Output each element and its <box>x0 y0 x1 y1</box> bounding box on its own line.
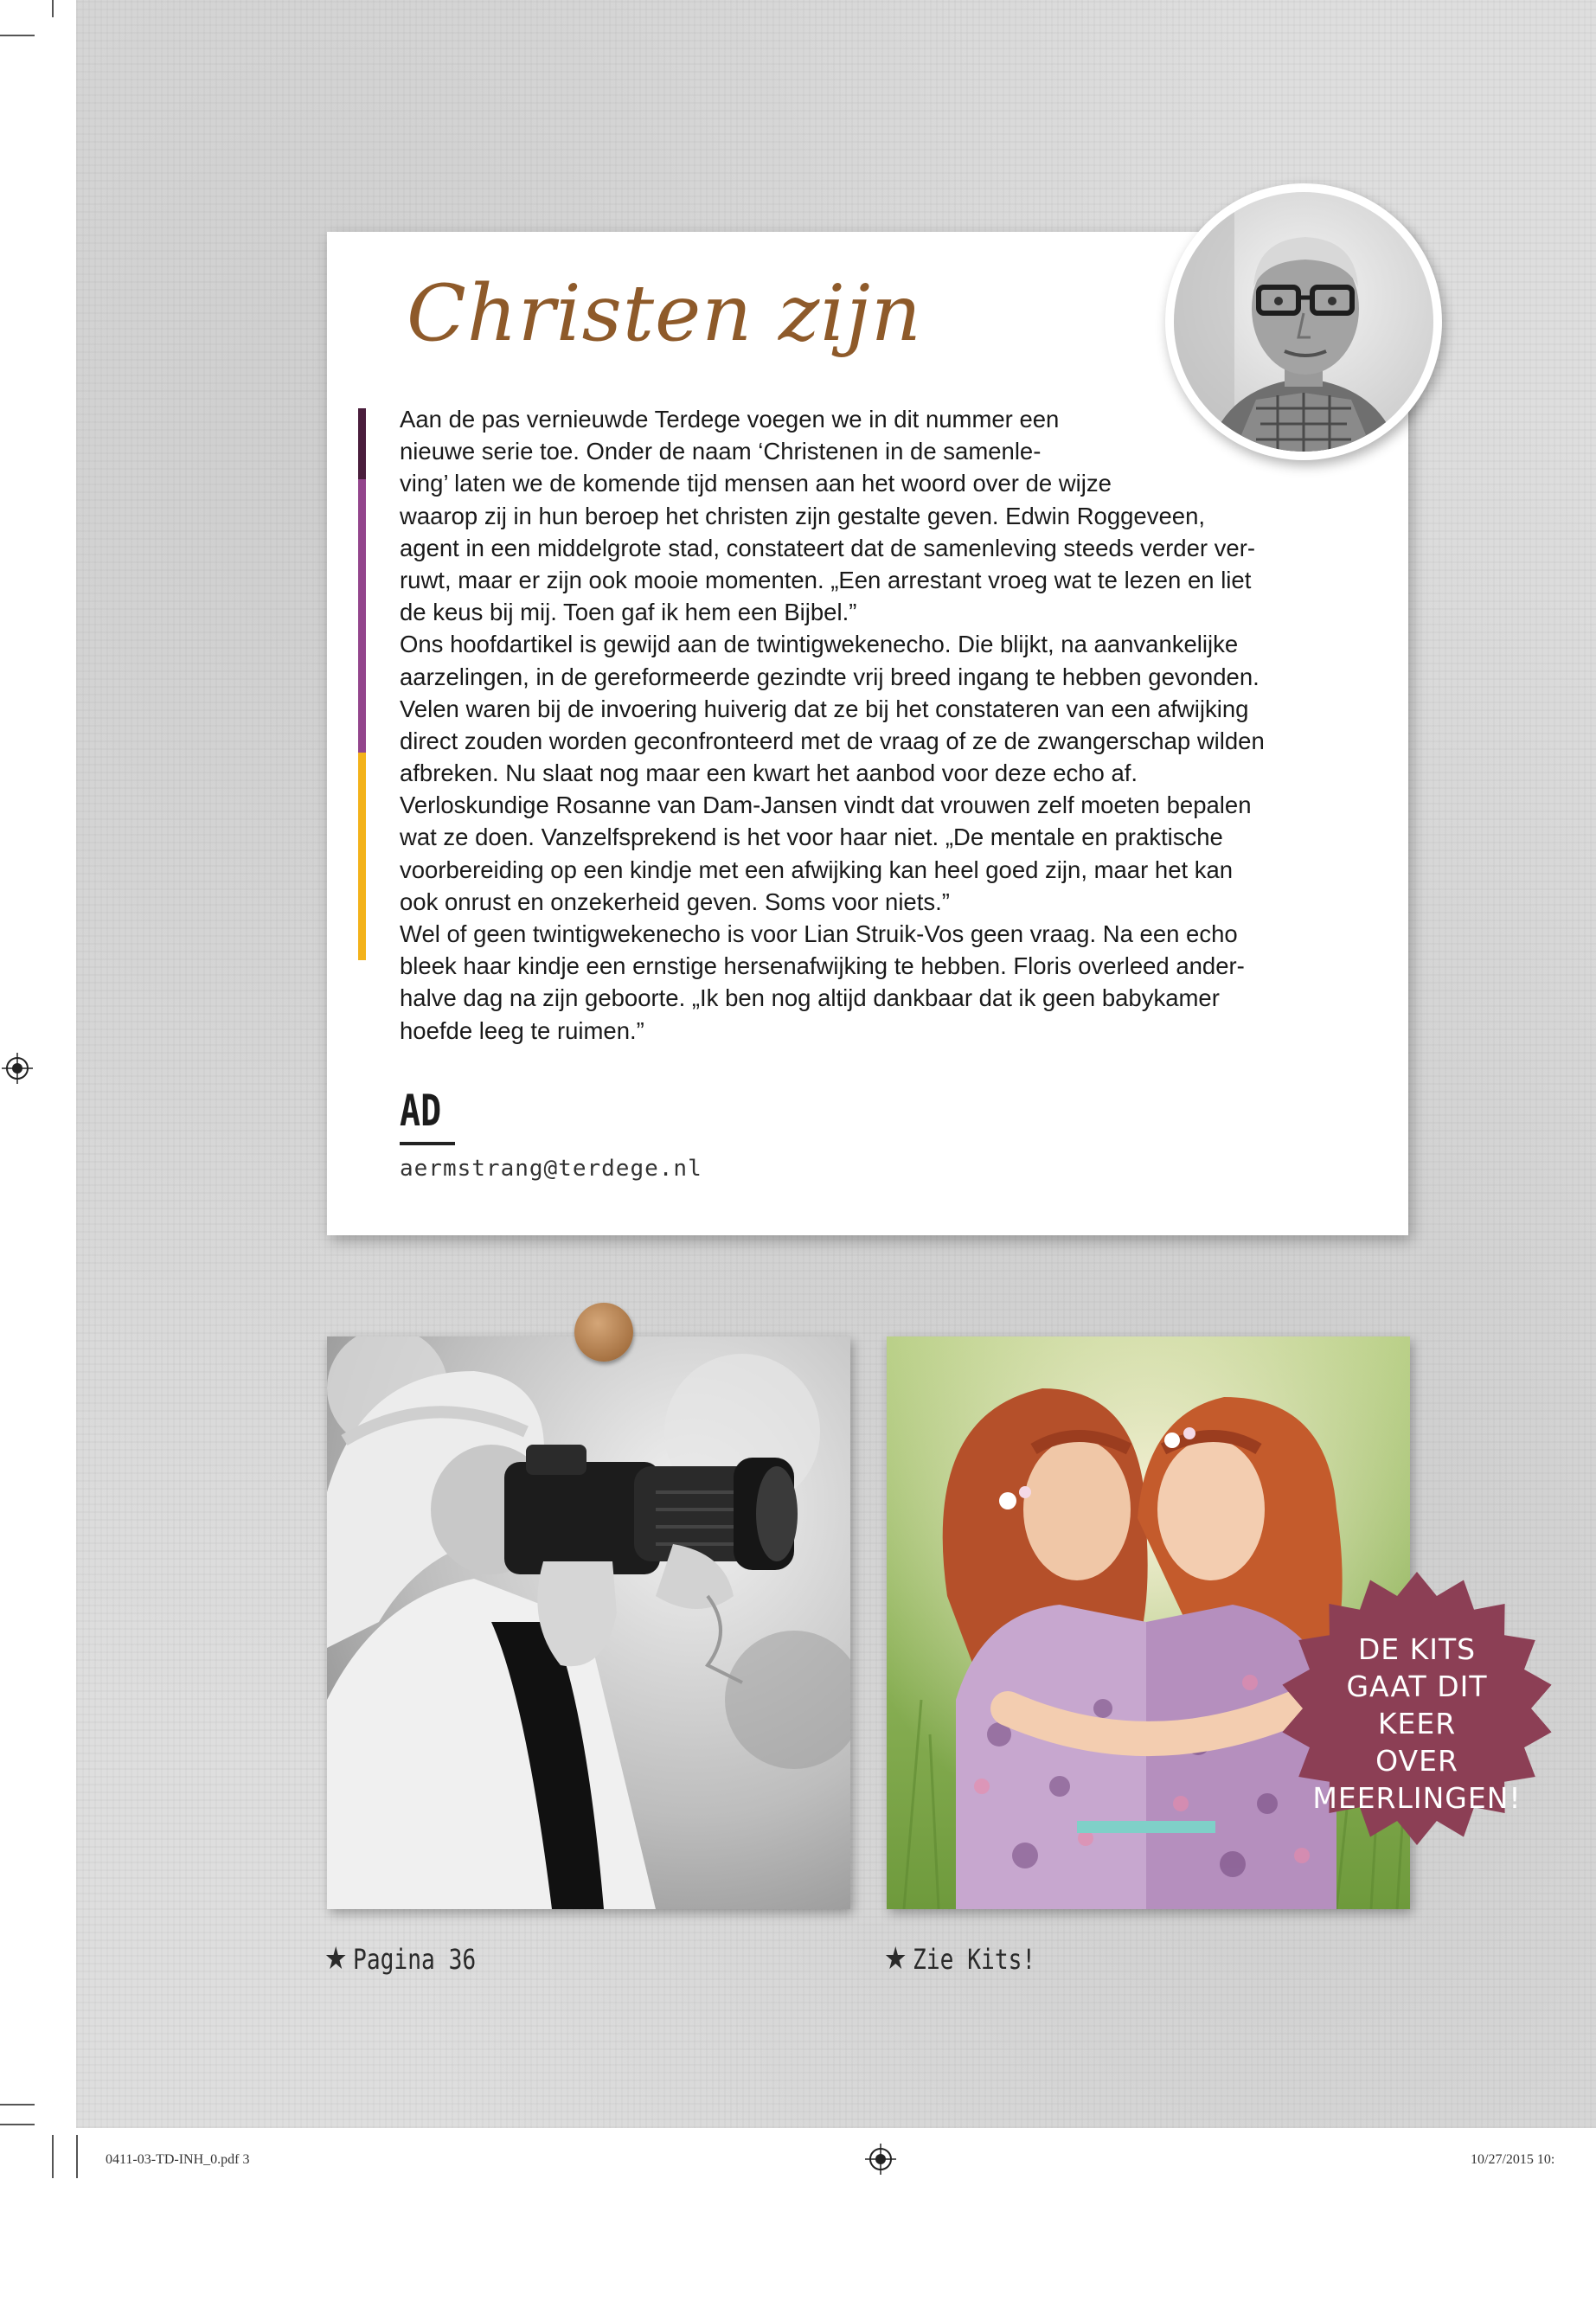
accent-bar-purple <box>358 479 366 753</box>
crop-mark <box>0 2104 35 2106</box>
body-line: agent in een middelgrote stad, constateert dat de samenleving steeds verder ver- <box>400 534 1256 561</box>
accent-bar-dark <box>358 408 366 479</box>
body-line: ruwt, maar er zijn ook mooie momenten. „Een arrestant vroeg wat te lezen en liet <box>400 566 1252 593</box>
caption-left-label: Pagina 36 <box>353 1943 477 1976</box>
star-icon: ★ <box>324 1941 348 1977</box>
article-title: Christen zijn <box>407 268 922 359</box>
caption-kits-ref <box>884 1941 1035 1977</box>
crop-mark <box>0 2124 35 2125</box>
photographer-photo <box>327 1336 850 1909</box>
body-line: aarzelingen, in de gereformeerde gezindte vrij breed ingang te hebben gevonden. <box>400 663 1259 690</box>
registration-mark-icon <box>865 2144 896 2175</box>
author-initials: AD <box>400 1086 442 1136</box>
pushpin-icon <box>574 1303 633 1362</box>
author-portrait <box>1165 183 1442 460</box>
badge-line: MEERLINGEN! <box>1312 1781 1522 1815</box>
crop-mark <box>76 2135 78 2178</box>
body-line: Verloskundige Rosanne van Dam-Jansen vindt dat vrouwen zelf moeten bepalen <box>400 792 1252 819</box>
star-icon: ★ <box>884 1941 907 1977</box>
body-line: ook onrust en onzekerheid geven. Soms voor niets.” <box>400 888 950 915</box>
article-body <box>400 403 1377 1047</box>
badge-line: KEER <box>1377 1707 1457 1740</box>
footer-filename: 0411-03-TD-INH_0.pdf 3 <box>106 2152 250 2167</box>
body-line: hoefde leeg te ruimen.” <box>400 1016 644 1044</box>
caption-right-label: Zie Kits! <box>913 1943 1036 1976</box>
body-line: Aan de pas vernieuwde Terdege voegen we in dit nummer een <box>400 406 1060 433</box>
body-line: halve dag na zijn geboorte. „Ik ben nog altijd dankbaar dat ik geen babykamer <box>400 984 1220 1012</box>
body-line: waarop zij in hun beroep het christen zijn gestalte geven. Edwin Roggeveen, <box>400 502 1205 529</box>
body-line: ving’ laten we de komende tijd mensen aan het woord over de wijze <box>400 470 1112 497</box>
body-line: voorbereiding op een kindje met een afwijking kan heel goed zijn, maar het kan <box>400 856 1234 883</box>
body-line: nieuwe serie toe. Onder de naam ‘Christenen in de samenle- <box>400 438 1042 465</box>
body-line: wat ze doen. Vanzelfsprekend is het voor haar niet. „De mentale en praktische <box>400 824 1223 851</box>
crop-mark <box>0 35 35 36</box>
body-line: bleek haar kindje een ernstige hersenafwijking te hebben. Floris overleed ander- <box>400 952 1245 980</box>
initials-underline <box>400 1142 455 1145</box>
crop-mark <box>52 2135 54 2178</box>
registration-mark-icon <box>2 1053 33 1084</box>
body-line: Ons hoofdartikel is gewijd aan de twintigwekenecho. Die blijkt, na aanvankelijke <box>400 631 1239 658</box>
badge-line: GAAT DIT <box>1346 1670 1488 1703</box>
crop-mark <box>52 0 54 17</box>
badge-line: OVER <box>1375 1744 1458 1778</box>
body-line: Wel of geen twintigwekenecho is voor Lian Struik-Vos geen vraag. Na een echo <box>400 920 1238 947</box>
footer-date: 10/27/2015 10: <box>1471 2152 1555 2167</box>
body-line: direct zouden worden geconfronteerd met de vraag of ze de zwangerschap wilden <box>400 727 1265 754</box>
author-email[interactable]: aermstrang@terdege.nl <box>400 1156 702 1182</box>
badge-text <box>1279 1631 1555 1817</box>
body-line: afbreken. Nu slaat nog maar een kwart het aanbod voor deze echo af. <box>400 760 1138 787</box>
body-line: Velen waren bij de invoering huiverig dat ze bij het constateren van een afwijking <box>400 695 1249 722</box>
accent-bar-yellow <box>358 753 366 960</box>
badge-line: DE KITS <box>1357 1632 1477 1666</box>
body-line: de keus bij mij. Toen gaf ik hem een Bijbel.” <box>400 599 857 626</box>
caption-page-ref <box>324 1941 476 1977</box>
